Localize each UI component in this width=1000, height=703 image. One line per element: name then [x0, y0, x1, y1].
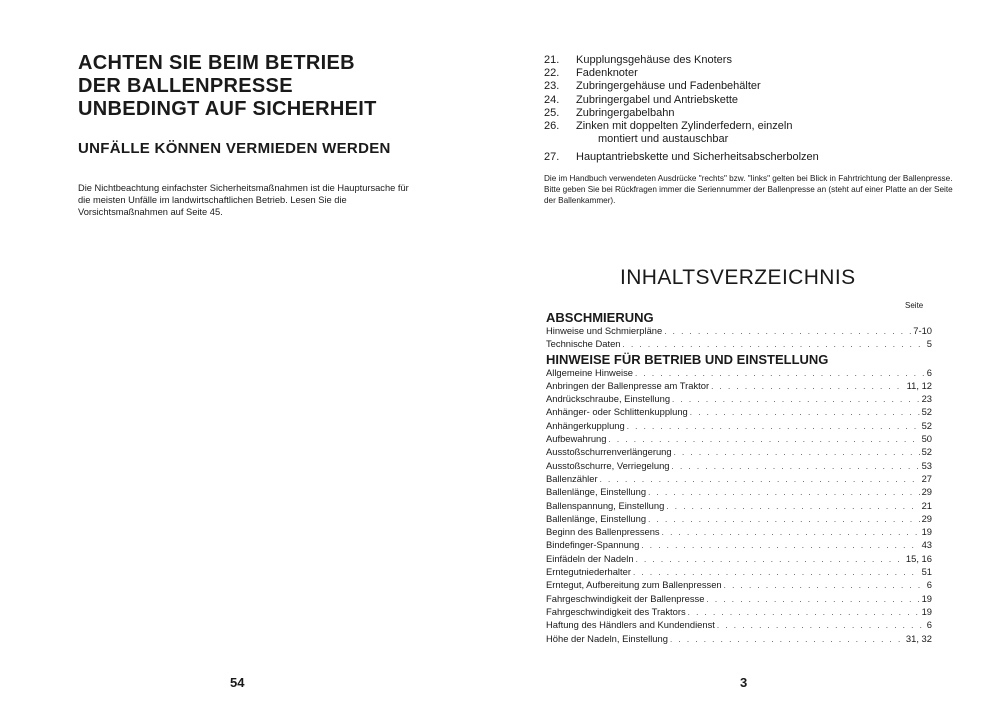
- toc-entry-page: 11, 12: [906, 379, 932, 391]
- list-item: [544, 107, 964, 120]
- toc-entry: [546, 593, 932, 606]
- toc-entry-page: 43: [921, 539, 932, 551]
- toc-entry: [546, 338, 932, 351]
- toc-entry: [546, 553, 932, 566]
- toc-entry: [546, 433, 932, 446]
- toc-entry-label: Anhängerkupplung: [546, 419, 625, 431]
- toc-entry: [546, 513, 932, 526]
- toc-entry: [546, 406, 932, 419]
- toc-entry-label: Höhe der Nadeln, Einstellung: [546, 632, 668, 644]
- safety-subheading: UNFÄLLE KÖNNEN VERMIEDEN WERDEN: [78, 140, 391, 157]
- toc-leader-dots: [688, 607, 920, 619]
- toc-entry-page: 31, 32: [905, 632, 932, 644]
- part-text: montiert und austauschbar: [598, 133, 729, 146]
- toc-leader-dots: [641, 540, 919, 552]
- toc-leader-dots: [633, 567, 920, 579]
- toc-entry: [546, 473, 932, 486]
- toc-leader-dots: [706, 594, 919, 606]
- toc-leader-dots: [670, 634, 904, 646]
- toc-entry: [546, 446, 932, 459]
- toc-entry-label: Haftung des Händlers and Kundendienst: [546, 619, 715, 631]
- toc-entry: [546, 566, 932, 579]
- toc-leader-dots: [636, 554, 904, 566]
- safety-heading-line: DER BALLENPRESSE: [78, 75, 293, 97]
- toc-leader-dots: [717, 620, 925, 632]
- toc-entry-page: 23: [921, 393, 932, 405]
- toc-section-heading: ABSCHMIERUNG: [546, 310, 654, 325]
- safety-body-text: Die Nichtbeachtung einfachster Sicherheitsmaßnahmen ist die Hauptursache für die meisten Unfälle im landwirtschaftlichen Betrieb. Lesen Sie die Vorsichtsmaßnahmen auf Seite 45.: [78, 183, 409, 217]
- part-text: Zubringergabelbahn: [576, 106, 675, 119]
- toc-entry-page: 51: [921, 566, 932, 578]
- toc-entry-label: Hinweise und Schmierpläne: [546, 325, 663, 336]
- part-text: Hauptantriebskette und Sicherheitsabscherbolzen: [576, 151, 819, 164]
- toc-entry-label: Allgemeine Hinweise: [546, 366, 634, 378]
- toc-entry: [546, 325, 932, 338]
- toc-entry: [546, 500, 932, 513]
- toc-entry-label: Ballenlänge, Einstellung: [546, 486, 647, 498]
- toc-leader-dots: [674, 447, 920, 459]
- toc-leader-dots: [648, 487, 919, 499]
- toc-leader-dots: [666, 501, 919, 513]
- toc-entry-page: 27: [921, 472, 932, 484]
- list-item: [544, 94, 964, 107]
- toc-leader-dots: [648, 514, 919, 526]
- part-number: 27.: [544, 151, 560, 164]
- page-number-left: 54: [230, 675, 245, 690]
- toc-entry-label: Erntegut, Aufbereitung zum Ballenpressen: [546, 579, 722, 591]
- toc-entry-page: 52: [921, 406, 932, 418]
- part-number: 23.: [544, 80, 560, 93]
- toc-entry-label: Erntegutniederhalter: [546, 566, 631, 578]
- toc-entry-page: 19: [921, 526, 932, 538]
- toc-entry-label: Ballenzähler: [546, 472, 598, 484]
- list-item: [544, 54, 964, 67]
- toc-leader-dots: [627, 421, 920, 433]
- part-text: Zubringergabel und Antriebskette: [576, 93, 739, 106]
- toc-entry-label: Ausstoßschurre, Verriegelung: [546, 459, 670, 471]
- part-text: Zubringergehäuse und Fadenbehälter: [576, 80, 761, 93]
- toc-entry: [546, 539, 932, 552]
- toc-entry-page: 29: [921, 512, 932, 524]
- toc-entry-page: 6: [926, 619, 932, 631]
- toc-leader-dots: [664, 326, 911, 338]
- safety-heading-line: ACHTEN SIE BEIM BETRIEB: [78, 52, 355, 74]
- toc-leader-dots: [672, 394, 920, 406]
- toc-page-column-label: Seite: [905, 301, 924, 310]
- toc-entry-label: Beginn des Ballenpressens: [546, 526, 660, 538]
- toc-leader-dots: [608, 434, 919, 446]
- list-item-continuation: [544, 133, 964, 146]
- toc-title: INHALTSVERZEICHNIS: [620, 266, 856, 289]
- toc-leader-dots: [690, 407, 920, 419]
- list-item: [544, 80, 964, 93]
- toc-leader-dots: [635, 368, 925, 380]
- toc-leader-dots: [672, 461, 920, 473]
- toc-entry: [546, 486, 932, 499]
- toc-entry-page: 7-10: [913, 325, 932, 336]
- toc-entry-page: 53: [921, 459, 932, 471]
- toc-leader-dots: [623, 339, 925, 351]
- table-of-contents: [546, 310, 932, 646]
- toc-leader-dots: [600, 474, 920, 486]
- toc-entry-page: 19: [921, 592, 932, 604]
- parts-list: [544, 54, 964, 165]
- toc-entry: [546, 526, 932, 539]
- toc-entry-page: 29: [921, 486, 932, 498]
- toc-leader-dots: [711, 381, 905, 393]
- list-item: [544, 151, 964, 164]
- toc-entry-page: 19: [921, 605, 932, 617]
- toc-entry-label: Aufbewahrung: [546, 433, 607, 445]
- toc-leader-dots: [724, 580, 925, 592]
- toc-entry: [546, 619, 932, 632]
- toc-entry-label: Anbringen der Ballenpresse am Traktor: [546, 379, 710, 391]
- right-page: [500, 0, 1000, 703]
- orientation-note: Die im Handbuch verwendeten Ausdrücke "rechts" bzw. "links" gelten bei Blick in Fahrtrichtung der Ballenpresse. Bitte geben Sie bei Rückfragen immer die Seriennummer der Ballenpresse an (steht auf einer Platte an der Seite der Ballenkammer).: [544, 174, 953, 205]
- toc-entry-label: Andrückschraube, Einstellung: [546, 393, 671, 405]
- safety-heading-line: UNBEDINGT AUF SICHERHEIT: [78, 98, 377, 120]
- part-number: 22.: [544, 67, 560, 80]
- toc-entry-page: 21: [921, 499, 932, 511]
- toc-entry-page: 5: [926, 338, 932, 350]
- toc-entry-page: 15, 16: [905, 552, 932, 564]
- safety-heading: [78, 52, 458, 121]
- toc-entry-label: Ballenspannung, Einstellung: [546, 499, 665, 511]
- toc-entry-label: Bindefinger-Spannung: [546, 539, 640, 551]
- part-number: 24.: [544, 93, 560, 106]
- toc-entry-page: 6: [926, 579, 932, 591]
- toc-entry: [546, 420, 932, 433]
- toc-entry-label: Technische Daten: [546, 338, 621, 350]
- toc-entry-page: 52: [921, 446, 932, 458]
- toc-entry-label: Einfädeln der Nadeln: [546, 552, 634, 564]
- toc-section-heading: HINWEISE FÜR BETRIEB UND EINSTELLUNG: [546, 351, 829, 367]
- toc-entry-page: 6: [926, 366, 932, 378]
- toc-entry: [546, 579, 932, 592]
- toc-entry-label: Ausstoßschurrenverlängerung: [546, 446, 672, 458]
- list-item: [544, 120, 964, 133]
- toc-entry-label: Fahrgeschwindigkeit der Ballenpresse: [546, 592, 705, 604]
- part-number: 21.: [544, 54, 560, 66]
- toc-entry-label: Anhänger- oder Schlittenkupplung: [546, 406, 688, 418]
- part-text: Kupplungsgehäuse des Knoters: [576, 54, 732, 66]
- part-number: 25.: [544, 106, 560, 119]
- part-text: Fadenknoter: [576, 67, 638, 80]
- toc-entry-page: 50: [921, 433, 932, 445]
- part-number: 26.: [544, 120, 560, 133]
- toc-entry: [546, 367, 932, 380]
- toc-entry: [546, 393, 932, 406]
- toc-entry: [546, 460, 932, 473]
- toc-entry: [546, 380, 932, 393]
- page-number-right: 3: [740, 675, 748, 690]
- toc-entry: [546, 606, 932, 619]
- toc-leader-dots: [662, 527, 920, 539]
- toc-entry-label: Ballenlänge, Einstellung: [546, 512, 647, 524]
- part-text: Zinken mit doppelten Zylinderfedern, einzeln: [576, 120, 793, 133]
- toc-entry-page: 52: [921, 419, 932, 431]
- toc-entry: [546, 633, 932, 646]
- toc-entry-label: Fahrgeschwindigkeit des Traktors: [546, 605, 686, 617]
- list-item: [544, 67, 964, 80]
